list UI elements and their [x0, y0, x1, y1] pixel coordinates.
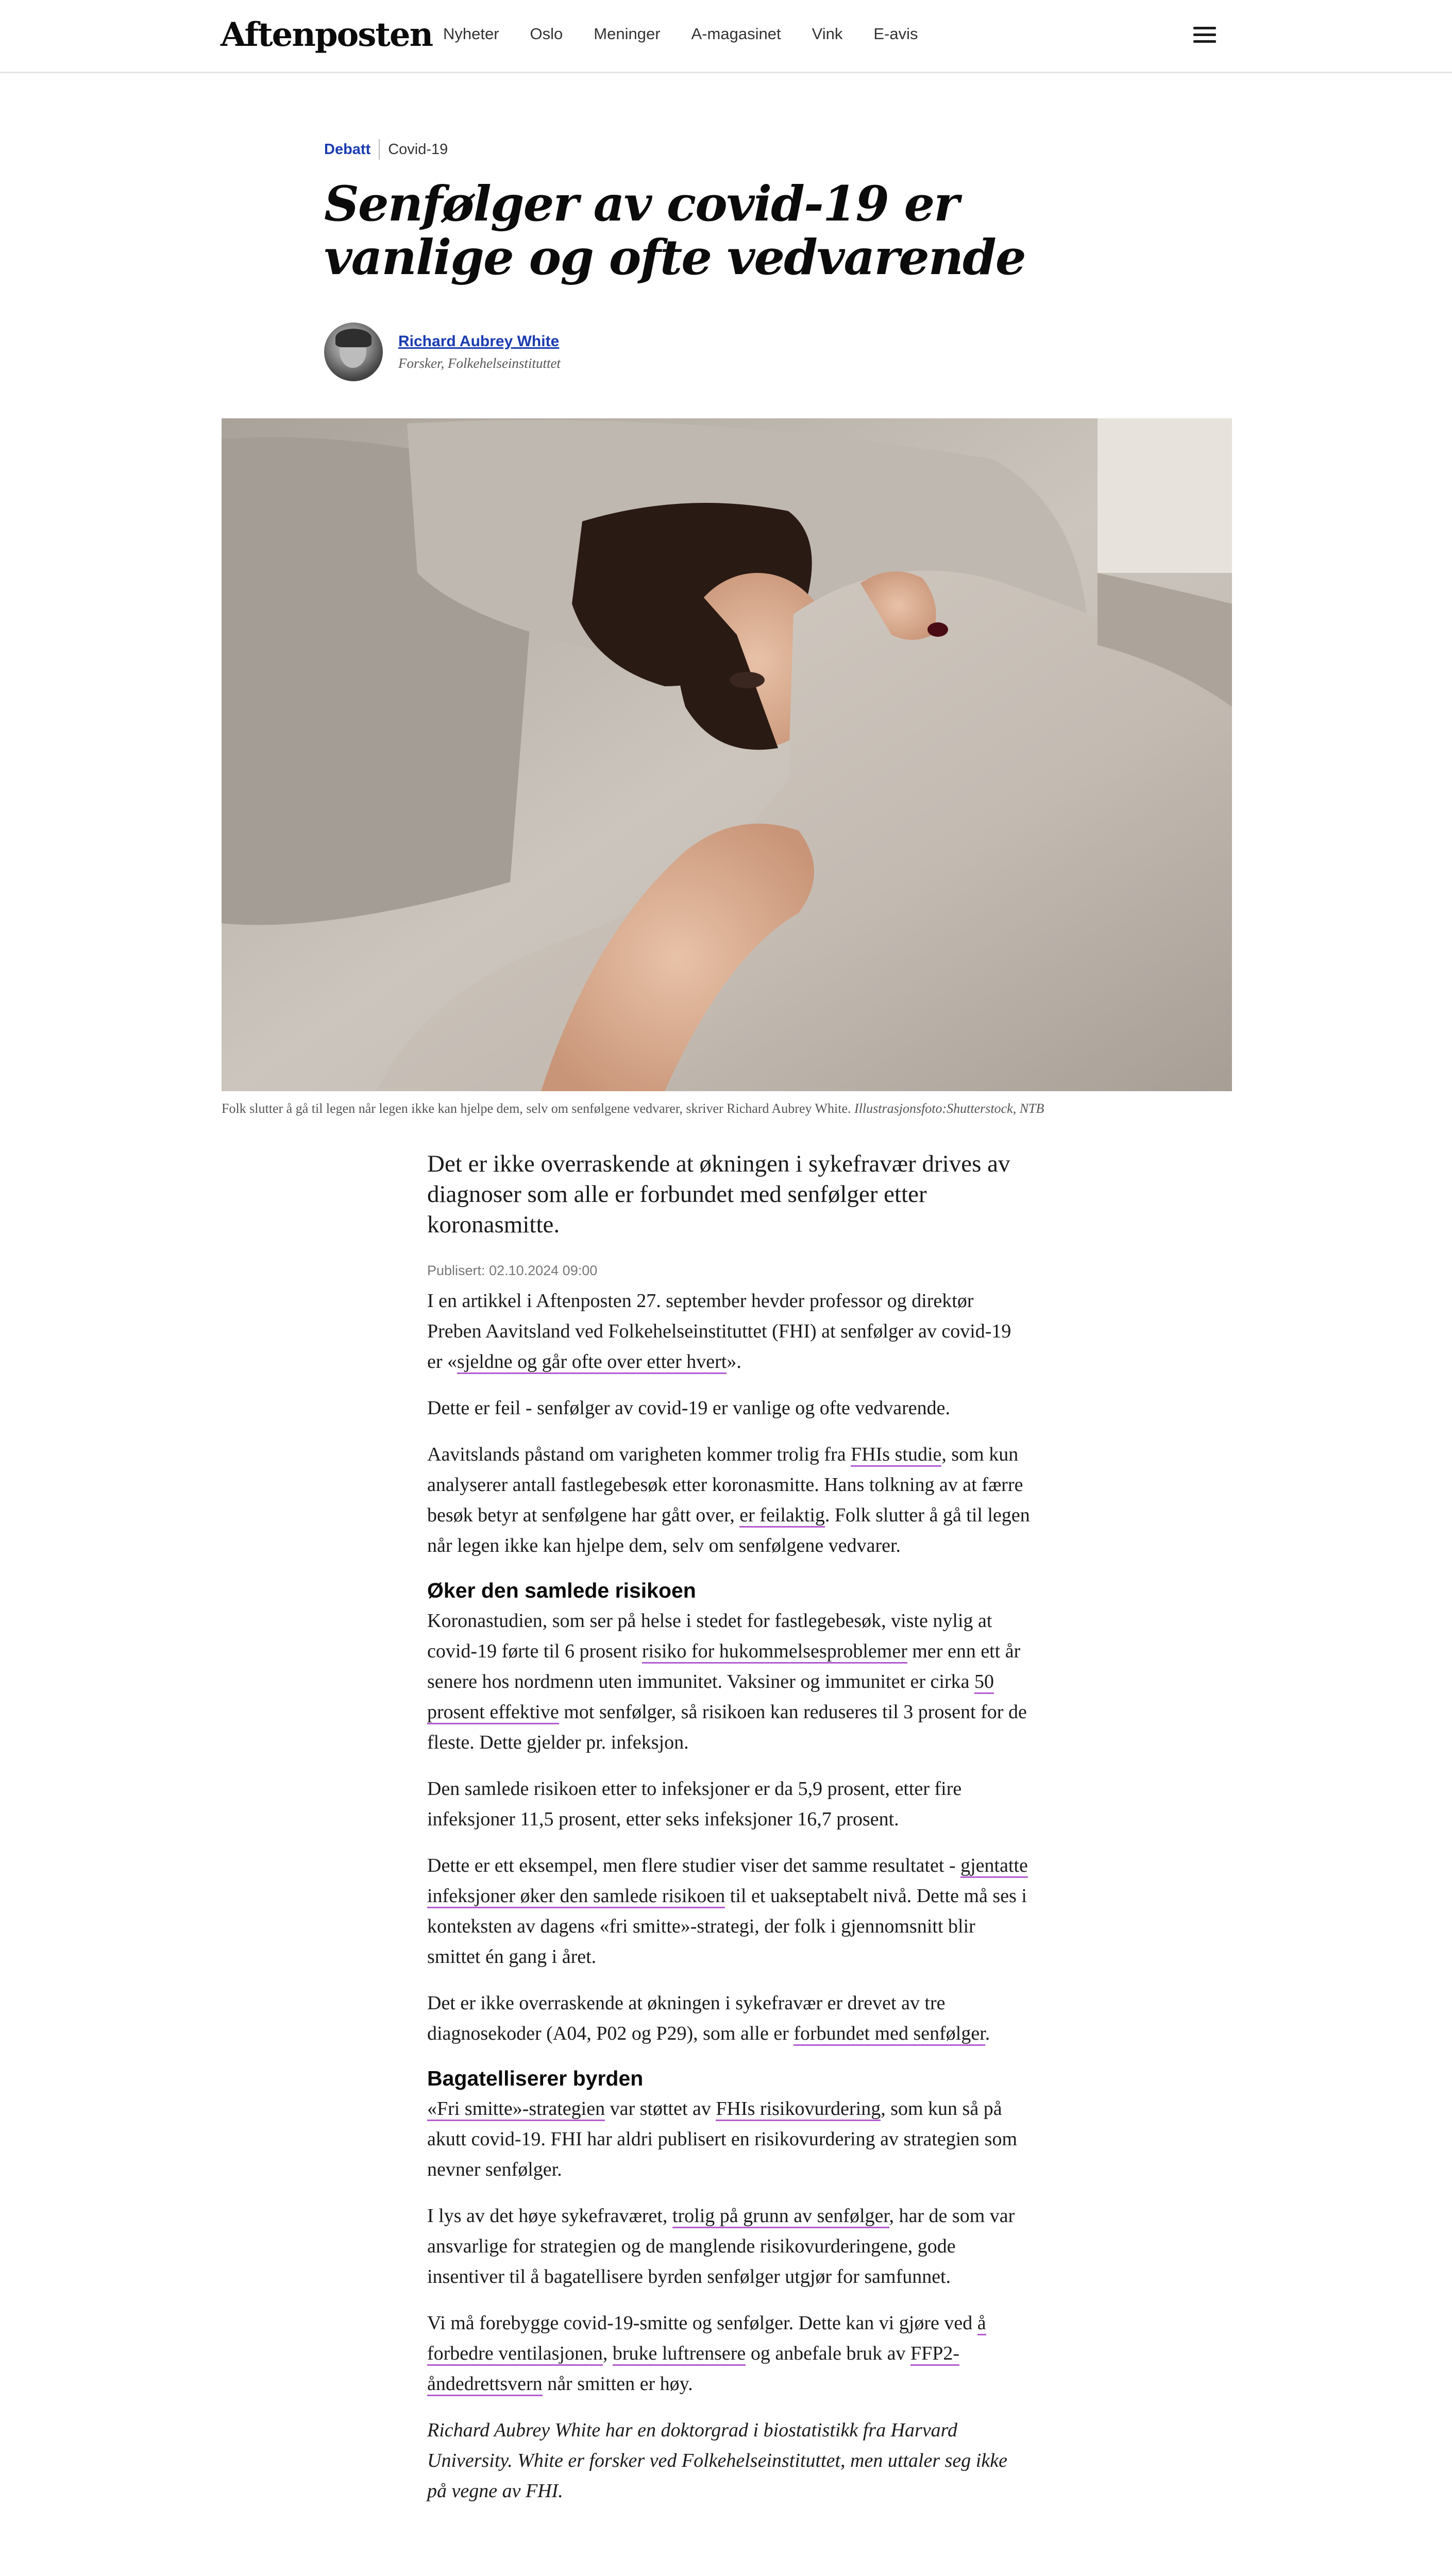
hero-photo-illustration [222, 418, 1232, 1091]
paragraph [427, 1851, 1030, 1972]
hamburger-menu-icon[interactable] [1193, 27, 1216, 45]
text: Dette er ett eksempel, men flere studier viser det samme resultatet - [427, 1855, 961, 1876]
article-body [427, 1149, 1030, 2522]
text: I lys av det høye sykefraværet, [427, 2205, 672, 2227]
site-logo[interactable]: Aftenposten [221, 15, 433, 54]
main-nav [443, 25, 949, 43]
menu-bar [1193, 40, 1216, 43]
section-link[interactable]: Debatt [324, 141, 371, 158]
paragraph [427, 1286, 1030, 1377]
paragraph [427, 2094, 1030, 2185]
text: ». [727, 1351, 741, 1372]
text: , som kun så på akutt covid-19. FHI har aldri publisert en risikovurdering av strategien som nevner senfølger. [427, 2098, 1018, 2180]
text: Aavitslands påstand om varigheten kommer trolig fra [427, 1444, 851, 1465]
text: . [985, 2023, 990, 2044]
nav-item-meninger[interactable]: Meninger [594, 25, 661, 43]
inline-link[interactable]: å forbedre ventilasjonen [427, 2312, 986, 2366]
text: . Folk slutter å gå til legen når legen ikke kan hjelpe dem, selv om senfølgene vedvarer. [427, 1504, 1030, 1556]
inline-link[interactable]: FFP2-åndedrettsvern [427, 2343, 959, 2396]
text: Vi må forebygge covid-19-smitte og senfølger. Dette kan vi gjøre ved [427, 2312, 977, 2334]
paragraph [427, 1988, 1030, 2049]
text: Det er ikke overraskende at økningen i sykefravær er drevet av tre diagnosekoder (A04, P02 og P29), som alle er [427, 1992, 946, 2044]
inline-link[interactable]: «Fri smitte»-strategien [427, 2098, 605, 2121]
text: og anbefale bruk av [746, 2343, 911, 2364]
inline-link[interactable]: bruke luftrensere [613, 2343, 746, 2366]
site-header [0, 0, 1452, 73]
text: mot senfølger, så risikoen kan reduseres til 3 prosent for de fleste. Dette gjelder pr. infeksjon. [427, 1701, 1027, 1753]
inline-link[interactable]: trolig på grunn av senfølger [672, 2205, 889, 2228]
author-avatar[interactable] [324, 323, 383, 381]
text: , har de som var ansvarlige for strategien og de manglende risikovurderingene, gode insentiver til å bagatellisere byrden senfølger utgjør for samfunnet. [427, 2205, 1015, 2287]
text: når smitten er høy. [542, 2373, 693, 2395]
subheading: Øker den samlede risikoen [427, 1579, 696, 1602]
article-headline: Senfølger av covid-19 er vanlige og ofte vedvarende [324, 176, 1025, 286]
author-name-link[interactable]: Richard Aubrey White [398, 332, 560, 350]
inline-link[interactable]: 50 prosent effektive [427, 1671, 994, 1724]
topic-link[interactable]: Covid-19 [388, 141, 448, 158]
caption-text: Folk slutter å gå til legen når legen ikke kan hjelpe dem, selv om senfølgene vedvarer, skriver Richard Aubrey White. [222, 1101, 851, 1116]
nav-item-e-avis[interactable]: E-avis [873, 25, 918, 43]
inline-link[interactable]: gjentatte infeksjoner øker den samlede risikoen [427, 1855, 1028, 1908]
author-info [398, 333, 561, 371]
nav-item-a-magasinet[interactable]: A-magasinet [691, 25, 781, 43]
hero-photo [222, 418, 1232, 1091]
nav-item-nyheter[interactable]: Nyheter [443, 25, 499, 43]
byline [324, 323, 561, 381]
inline-link[interactable]: er feilaktig [739, 1504, 825, 1528]
inline-link[interactable]: forbundet med senfølger [793, 2023, 985, 2046]
author-role: Forsker, Folkehelseinstituttet [398, 355, 561, 371]
paragraph: Den samlede risikoen etter to infeksjoner er da 5,9 prosent, etter fire infeksjoner 11,5 prosent, etter seks infeksjoner 16,7 prosent. [427, 1778, 962, 1830]
text: var støttet av [605, 2098, 716, 2120]
hero-caption [222, 1101, 1232, 1116]
paragraph [427, 1606, 1030, 1758]
inline-link[interactable]: FHIs risikovurdering [716, 2098, 881, 2121]
text: I en artikkel i Aftenposten 27. september hevder professor og direktør Preben Aavitsland ved Folkehelseinstituttet (FHI) at senfølger av covid-19 er « [427, 1290, 1011, 1372]
paragraph [427, 2308, 1030, 2399]
paragraph [427, 1439, 1030, 1561]
inline-link[interactable]: FHIs studie [851, 1444, 941, 1467]
text: til et uakseptabelt nivå. Dette må ses i konteksten av dagens «fri smitte»-strategi, der folk i gjennomsnitt blir smittet én gang i året. [427, 1885, 1027, 1968]
published-timestamp: Publisert: 02.10.2024 09:00 [427, 1263, 598, 1278]
breadcrumb [324, 139, 448, 160]
text: , som kun analyserer antall fastlegebesøk etter koronasmitte. Hans tolkning av at færre besøk betyr at senfølgene har gått over, [427, 1444, 1023, 1526]
text: , [602, 2343, 613, 2364]
menu-bar [1193, 33, 1216, 36]
inline-link[interactable]: sjeldne og går ofte over etter hvert [457, 1351, 727, 1374]
author-bio: Richard Aubrey White har en doktorgrad i biostatistikk fra Harvard University. White er forsker ved Folkehelseinstituttet, men uttaler seg ikke på vegne av FHI. [427, 2419, 1007, 2502]
breadcrumb-divider [379, 139, 380, 160]
inline-link[interactable]: risiko for hukommelsesproblemer [642, 1640, 907, 1664]
caption-credit: Illustrasjonsfoto:Shutterstock, NTB [854, 1101, 1044, 1116]
paragraph [427, 2201, 1030, 2292]
nav-item-oslo[interactable]: Oslo [530, 25, 563, 43]
text: Koronastudien, som ser på helse i stedet for fastlegebesøk, viste nylig at covid-19 førte til 6 prosent [427, 1610, 992, 1662]
avatar-hair-shape [335, 329, 372, 347]
paragraph: Dette er feil - senfølger av covid-19 er vanlige og ofte vedvarende. [427, 1397, 950, 1419]
menu-bar [1193, 27, 1216, 29]
subheading: Bagatelliserer byrden [427, 2066, 644, 2090]
article-lead: Det er ikke overraskende at økningen i sykefravær drives av diagnoser som alle er forbundet med senfølger etter koronasmitte. [427, 1150, 1010, 1238]
text: mer enn ett år senere hos nordmenn uten immunitet. Vaksiner og immunitet er cirka [427, 1640, 1021, 1692]
nav-item-vink[interactable]: Vink [812, 25, 843, 43]
